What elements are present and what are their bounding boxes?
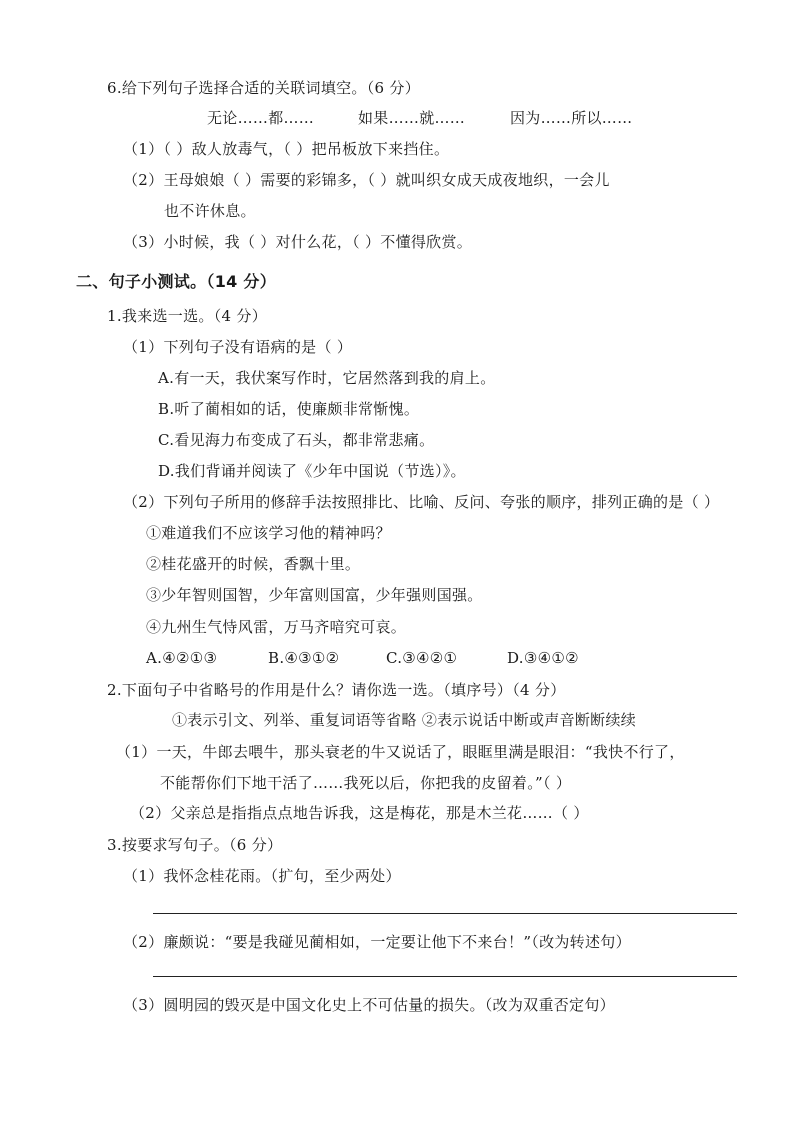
q1-sub2-sentence-1: ①难道我们不应该学习他的精神吗？ <box>146 524 391 542</box>
q6-option-2: 如果……就…… <box>358 109 466 127</box>
q6-title: 6.给下列句子选择合适的关联词填空。（6 分） <box>107 79 421 97</box>
q1-sub1-stem: （1）下列句子没有语病的是（ ） <box>123 338 353 356</box>
q3-item-2-answer-line[interactable] <box>153 976 737 977</box>
q2-title: 2.下面句子中省略号的作用是什么？请你选一选。（填序号）（4 分） <box>107 681 566 699</box>
q1-sub2-choice-a: A.④②①③ <box>146 649 218 667</box>
q6-item-2: （2）王母娘娘（ ）需要的彩锦多，（ ）就叫织女成天成夜地织，一会儿 <box>123 171 610 189</box>
q6-option-1: 无论……都…… <box>207 109 315 127</box>
q1-sub1-option-b: B.听了蔺相如的话，使廉颇非常惭愧。 <box>158 400 420 418</box>
q6-item-3: （3）小时候，我（ ）对什么花，（ ）不懂得欣赏。 <box>123 233 473 251</box>
q3-title: 3.按要求写句子。（6 分） <box>107 836 283 854</box>
q3-item-1-answer-line[interactable] <box>153 913 737 914</box>
q1-sub2-choice-b: B.④③①② <box>268 649 340 667</box>
q2-options: ①表示引文、列举、重复词语等省略 ②表示说话中断或声音断断续续 <box>172 711 637 729</box>
q6-item-1: （1）（ ）敌人放毒气，（ ）把吊板放下来挡住。 <box>123 140 450 158</box>
q1-sub1-option-c: C.看见海力布变成了石头，都非常悲痛。 <box>158 431 435 449</box>
q1-sub1-option-d: D.我们背诵并阅读了《少年中国说（节选）》。 <box>158 462 466 480</box>
q3-item-2: （2）廉颇说：“要是我碰见蔺相如，一定要让他下不来台！”（改为转述句） <box>123 933 631 951</box>
q1-sub2-sentence-4: ④九州生气恃风雷，万马齐喑究可哀。 <box>146 618 407 636</box>
q1-sub2-sentence-3: ③少年智则国智，少年富则国富，少年强则国强。 <box>146 586 483 604</box>
q2-item-2: （2）父亲总是指指点点地告诉我，这是梅花，那是木兰花……（ ） <box>130 804 589 822</box>
q1-sub2-sentence-2: ②桂花盛开的时候，香飘十里。 <box>146 555 361 573</box>
q6-option-3: 因为……所以…… <box>510 109 633 127</box>
q6-item-2-cont: 也不许休息。 <box>164 202 256 220</box>
q1-sub2-choice-d: D.③④①② <box>507 649 579 667</box>
q1-sub1-option-a: A.有一天，我伏案写作时，它居然落到我的肩上。 <box>158 369 496 387</box>
q1-sub2-choice-c: C.③④②① <box>386 649 458 667</box>
q2-item-1-line-2: 不能帮你们下地干活了……我死以后，你把我的皮留着。”（ ） <box>160 774 572 792</box>
q3-item-1: （1）我怀念桂花雨。（扩句，至少两处） <box>123 867 401 885</box>
q1-title: 1.我来选一选。（4 分） <box>107 307 268 325</box>
q2-item-1-line-1: （1）一天，牛郎去喂牛，那头衰老的牛又说话了，眼眶里满是眼泪：“我快不行了， <box>116 743 685 761</box>
q3-item-3: （3）圆明园的毁灭是中国文化史上不可估量的损失。（改为双重否定句） <box>123 996 615 1014</box>
q1-sub2-stem: （2）下列句子所用的修辞手法按照排比、比喻、反问、夸张的顺序，排列正确的是（ ） <box>123 493 720 511</box>
section-2-title: 二、句子小测试。（14 分） <box>76 272 277 291</box>
